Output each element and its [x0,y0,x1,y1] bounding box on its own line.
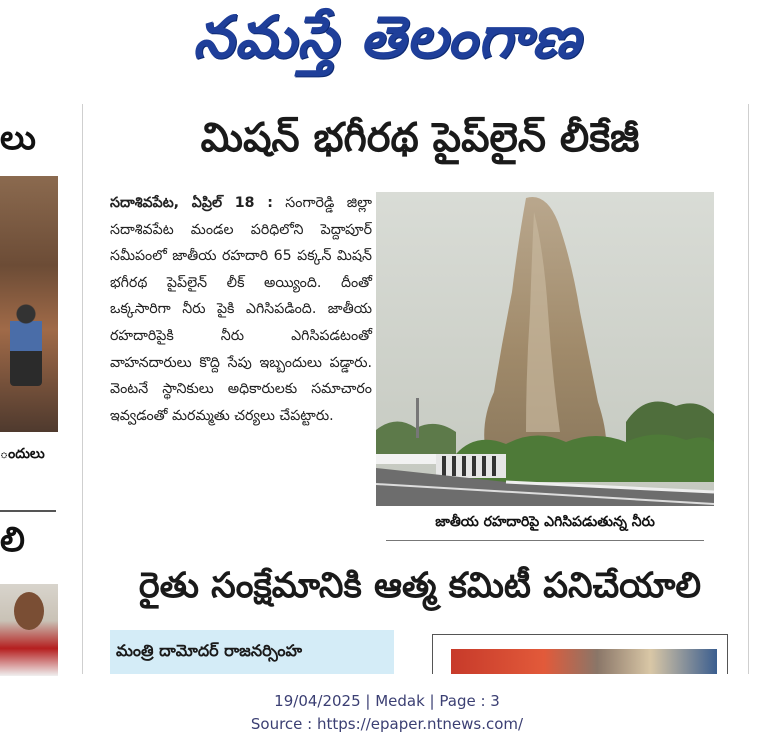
second-subhead: మంత్రి దామోదర్ రాజనర్సింహ [110,630,394,674]
footer-date-edition: 19/04/2025 | Medak | Page : 3 [274,692,500,710]
caption-underline [386,540,704,541]
photo-caption: జాతీయ రహదారిపై ఎగిసిపడుతున్న నీరు [435,514,655,530]
column-rule-left [82,104,83,674]
left-story-photo [0,176,58,432]
masthead [0,0,774,88]
water-spout-illustration [376,192,714,506]
story-text: సంగారెడ్డి జిల్లా సదాశివపేట మండల పరిధిలోని పెద్దాపూర్ సమీపంలో జాతీయ రహదారి 65 పక్కన్ మిషన్ భగీరథ పైప్‌లైన్ లీక్ అయ్యింది. దీంతో ఒక్కసారిగా నీరు పైకి ఎగిసిపడింది. జాతీయ రహదారిపైకి నీరు ఎగిసిపడటంతో వాహనదారులు కొద్ది సేపు ఇబ్బందులు పడ్డారు. వెంటనే స్థానికులు అధికారులకు సమాచారం ఇవ్వడంతో మరమ్మతు చర్యలు చేపట్టారు. [110,195,372,424]
left-divider [0,510,56,512]
footer-source-link[interactable]: Source : https://epaper.ntnews.com/ [250,715,524,733]
column-rule-right [748,104,749,674]
portrait-face [14,592,44,630]
main-headline: మిషన్ భగీరథ పైప్‌లైన్ లీకేజీ [200,115,640,161]
main-story-body [110,190,372,429]
left-portrait-photo [0,584,58,676]
left-headline-fragment-2: లి [0,520,25,560]
page-footer [0,690,774,736]
motorcyclist-figure [10,296,42,386]
newspaper-logo-title: నమస్తే తెలంగాణ [193,2,581,71]
left-caption-fragment: ందులు [0,446,45,462]
second-headline: రైతు సంక్షేమానికి ఆత్మ కమిటీ పనిచేయాలి [138,566,702,606]
second-story-photo [451,649,717,674]
left-headline-fragment: లు [0,118,36,158]
second-story-photo-frame [432,634,728,674]
dateline: సదాశివపేట, ఏప్రిల్ 18 : [110,195,273,211]
pipeline-leak-photo [376,192,714,506]
